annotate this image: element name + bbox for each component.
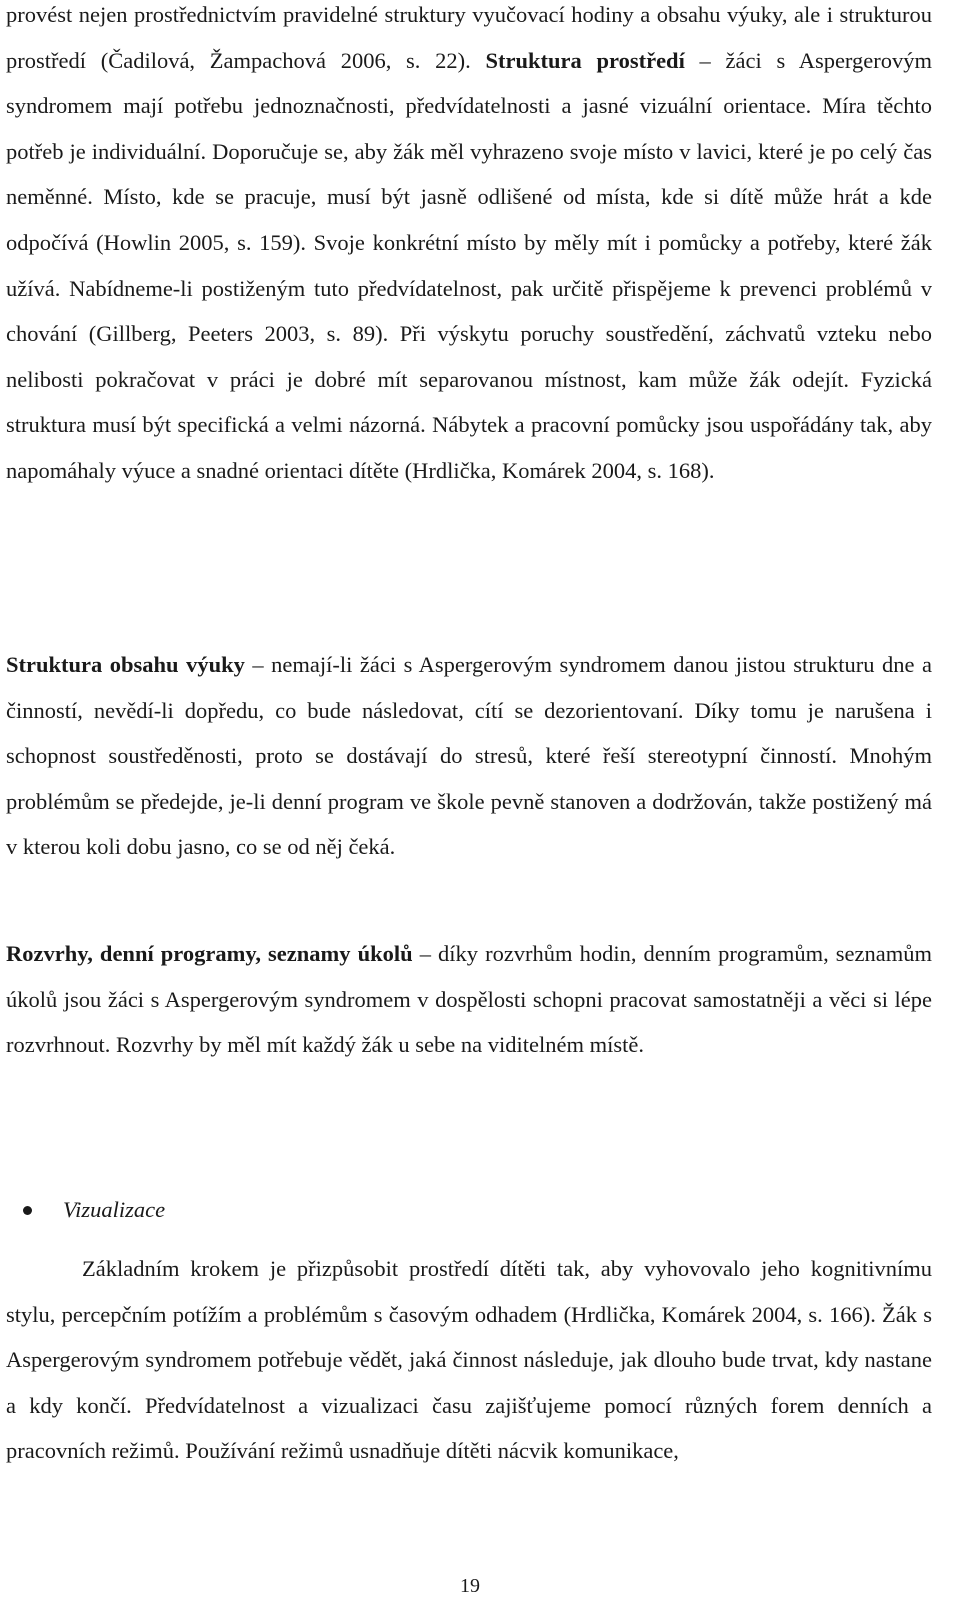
paragraph-intro-text: provést nejen prostřednictvím pravidelné struktury vyučovací hodiny a obsahu výuky, ale i strukturou prostředí (Čadilová, Žampachová 2006, s. 22). — [6, 2, 932, 73]
bullet-dot-icon — [23, 1206, 32, 1215]
paragraph-body: – žáci s Aspergerovým syndromem mají potřebu jednoznačnosti, předvídatelnosti a jasné vizuální orientace. Míra těchto potřeb je individuální. Doporučuje se, aby žák měl vyhrazeno svoje místo v lavici, které je po celý čas neměnné. Místo, kde se pracuje, musí být jasně odlišené od místa, kde si dítě může hrát a kde odpočívá (Howlin 2005, s. 159). Svoje konkrétní místo by měly mít i pomůcky a potřeby, které žák užívá. Nabídneme-li postiženým tuto předvídatelnost, pak určitě přispějeme k prevenci problémů v chování (Gillberg, Peeters 2003, s. 89). Při výskytu poruchy soustředění, záchvatů vzteku nebo nelibosti pokračovat v práci je dobré mít separovanou místnost, kam může žák odejít. Fyzická struktura musí být specifická a velmi názorná. Nábytek a pracovní pomůcky jsou uspořádány tak, aby napomáhaly výuce a snadné orientaci dítěte (Hrdlička, Komárek 2004, s. 168). — [6, 47, 933, 483]
heading-structure-content: Struktura obsahu výuky — [6, 652, 245, 677]
paragraph-schedules — [6, 931, 932, 1068]
bullet-label: Vizualizace — [63, 1197, 166, 1222]
paragraph-body: Základním krokem je přizpůsobit prostředí dítěti tak, aby vyhovovalo jeho kognitivnímu stylu, percepčním potížím a problémům s časovým odhadem (Hrdlička, Komárek 2004, s. 166). Žák s Aspergerovým syndromem potřebuje vědět, jaká činnost následuje, jak dlouho bude trvat, kdy nastane a kdy končí. Předvídatelnost a vizualizaci času zajišťujeme pomocí různých forem denních a pracovních režimů. Používání režimů usnadňuje dítěti nácvik komunikace, — [6, 1256, 932, 1464]
paragraph-body: – nemají-li žáci s Aspergerovým syndromem danou jistou strukturu dne a činností, nevědí-li dopředu, co bude následovat, cítí se dezorientovaní. Díky tomu je narušena i schopnost soustředěnosti, proto se dostávají do stresů, které řeší stereotypní činností. Mnohým problémům se předejde, je-li denní program ve škole pevně stanoven a dodržován, takže postižený má v kterou koli dobu jasno, co se od něj čeká. — [6, 652, 932, 860]
paragraph-structure-content — [6, 642, 932, 870]
heading-schedules: Rozvrhy, denní programy, seznamy úkolů — [6, 941, 413, 966]
bullet-item-visualization — [0, 1192, 940, 1232]
page-number: 19 — [460, 1575, 480, 1597]
paragraph-body: – díky rozvrhům hodin, denním programům, seznamům úkolů jsou žáci s Aspergerovým syndromem v dospělosti schopni pracovat samostatněji a věci si lépe rozvrhnout. Rozvrhy by měl mít každý žák u sebe na viditelném místě. — [6, 941, 932, 1058]
paragraph-visualization — [6, 1246, 932, 1474]
heading-structure-environment: Struktura prostředí — [485, 47, 685, 73]
paragraph-structure-environment — [6, 0, 932, 494]
